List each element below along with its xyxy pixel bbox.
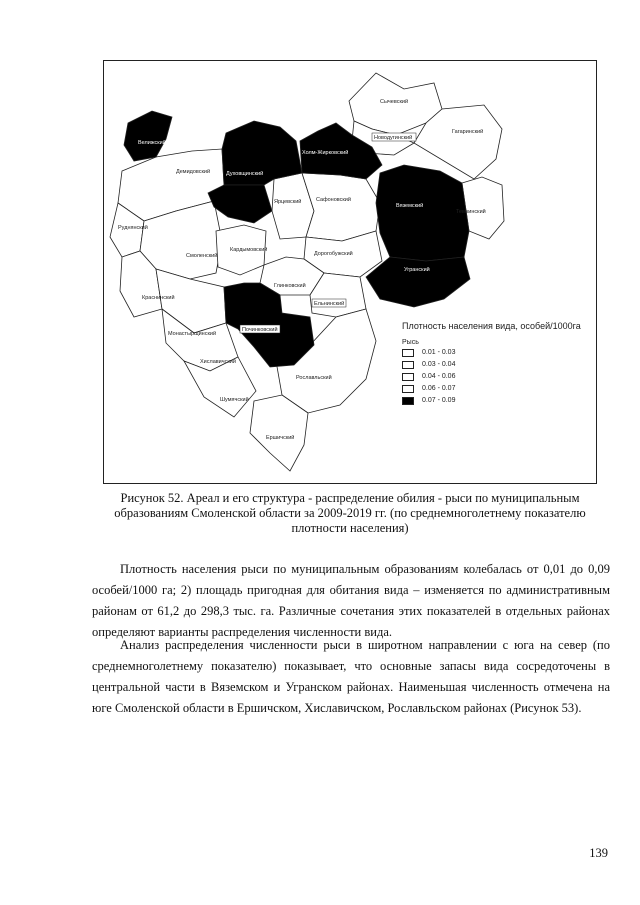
- label-glinkovsky: Глинковский: [274, 283, 306, 289]
- legend-subtitle: Рысь: [402, 339, 419, 346]
- figure-caption: Рисунок 52. Ареал и его структура - распределение обилия - рыси по муниципальным образованиям Смоленской области за 2009-2019 гг. (по среднемноголетнему показателю плотности населения): [114, 491, 586, 535]
- body-paragraph: Плотность населения рыси по муниципальным образованиям колебалась от 0,01 до 0,09 особей/1000 га; 2) площадь пригодная для обитания вида – изменяется по административным районам от 61,2 до 298,3 тыс. га. Различные сочетания этих показателей в отдельных районах определяют варианты распределения численности вида.: [92, 562, 610, 639]
- label-demidovsky: Демидовский: [176, 169, 211, 175]
- label-novoduginsky: Новодугинский: [374, 135, 413, 141]
- legend-item: [402, 347, 592, 358]
- label-pochinkovsky: Починковский: [242, 327, 278, 333]
- label-krasninsky: Краснинский: [142, 295, 175, 301]
- page-number: 139: [589, 846, 608, 860]
- legend-swatch: [402, 385, 414, 393]
- label-dorogobuzhsky: Дорогобужский: [314, 251, 353, 257]
- label-rudnyansky: Руднянский: [118, 225, 148, 231]
- label-shumyachsky: Шумячский: [220, 397, 249, 403]
- legend-label: 0.07 - 0.09: [422, 397, 456, 404]
- district-ugransky: [366, 257, 470, 307]
- legend-item: [402, 383, 592, 394]
- label-gagarinsky: Гагаринский: [452, 129, 484, 135]
- label-temkinsky: Темкинский: [456, 209, 486, 215]
- legend-label: 0.06 - 0.07: [422, 385, 456, 392]
- legend-item: [402, 359, 592, 370]
- district-velizhsky: [124, 111, 172, 161]
- legend-swatch: [402, 349, 414, 357]
- map-figure: [103, 60, 597, 484]
- legend-swatch: [402, 361, 414, 369]
- label-sychevsky: Сычевский: [380, 99, 409, 105]
- label-vyazemsky: Вяземский: [396, 203, 424, 209]
- legend-title: Плотность населения вида, особей/1000га: [402, 321, 581, 331]
- label-monastyrshchinsky: Монастырщинский: [168, 331, 217, 337]
- map-svg: [104, 61, 598, 485]
- legend-label: 0.01 - 0.03: [422, 349, 456, 356]
- legend-label: 0.04 - 0.06: [422, 373, 456, 380]
- label-safonovsky: Сафоновский: [316, 197, 351, 203]
- label-kholm-zhirkovsky: Холм-Жирковский: [302, 150, 349, 156]
- legend-item: [402, 371, 592, 382]
- label-smolensky: Смоленский: [186, 253, 218, 259]
- legend-swatch: [402, 373, 414, 381]
- district-shumyachsky: [184, 357, 256, 417]
- label-ugransky: Угранский: [404, 267, 430, 273]
- label-kardymovsky: Кардымовский: [230, 247, 268, 253]
- label-elninsky: Ельнинский: [314, 301, 345, 307]
- label-velizhsky: Велижский: [138, 140, 166, 146]
- legend-item: [402, 395, 592, 406]
- map-legend: [402, 321, 592, 406]
- legend-swatch: [402, 397, 414, 405]
- label-dukhovshchinsky: Духовщинский: [226, 171, 264, 177]
- label-khislavichsky: Хиславичский: [200, 359, 236, 365]
- label-ershichsky: Ершичский: [266, 435, 295, 441]
- body-paragraph: Анализ распределения численности рыси в широтном направлении с юга на север (по среднемноголетнему показателю) показывает, что основные запасы вида сосредоточены в центральной части в Вяземском и Угранском районах. Наименьшая численность отмечена на юге Смоленской области в Ершичском, Хиславичском, Рославльском районах (Рисунок 53).: [92, 638, 610, 715]
- district-safonovsky: [302, 173, 380, 241]
- label-roslavlsky: Рославльский: [296, 375, 332, 381]
- label-yartsevsky: Ярцевский: [274, 199, 302, 205]
- legend-label: 0.03 - 0.04: [422, 361, 456, 368]
